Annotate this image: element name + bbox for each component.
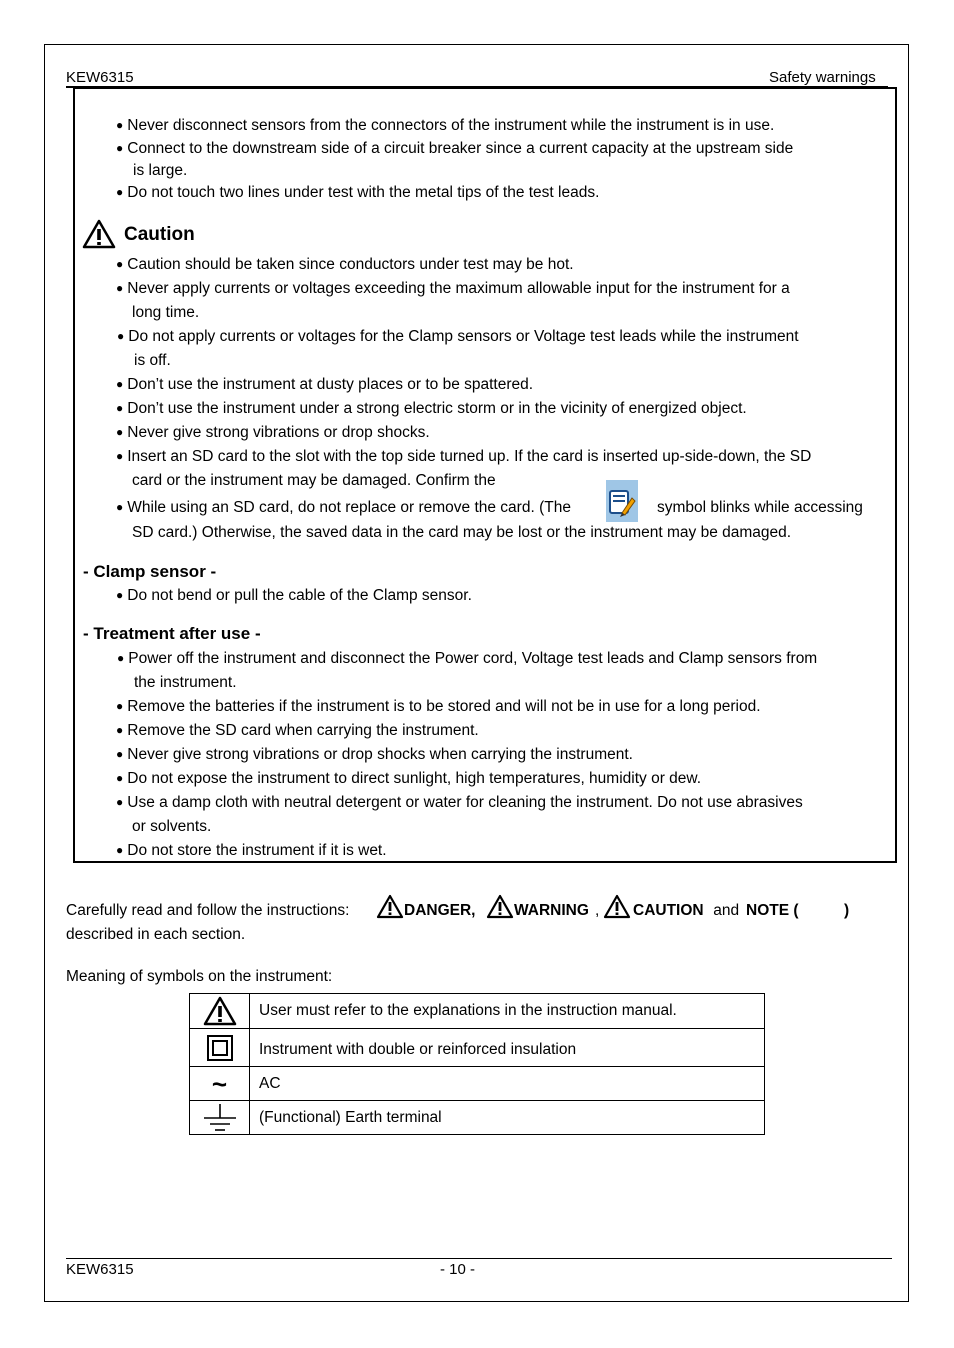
danger-label: DANGER, — [404, 902, 476, 919]
header-left: KEW6315 — [66, 69, 134, 86]
and-text: and — [709, 902, 744, 919]
ac-icon: ~ — [190, 1067, 250, 1101]
list-item: ● Do not apply currents or voltages for the Clamp sensors or Voltage test leads while the instrument — [117, 328, 799, 346]
list-item: ● Insert an SD card to the slot with the top side turned up. If the card is inserted up-side-down, the SD — [116, 448, 811, 466]
list-item-part: symbol blinks while accessing — [657, 499, 863, 516]
symbol-description: Instrument with double or reinforced insulation — [250, 1029, 765, 1067]
table-row — [190, 1029, 765, 1067]
earth-icon — [190, 1101, 250, 1135]
warning-label: WARNING — [514, 902, 589, 919]
list-item-cont: is large. — [133, 162, 188, 179]
list-item: ● Never apply currents or voltages exceeding the maximum allowable input for the instrument for a — [116, 280, 790, 298]
symbol-description: (Functional) Earth terminal — [250, 1101, 765, 1135]
list-item: ● Don’t use the instrument under a strong electric storm or in the vicinity of energized object. — [116, 400, 747, 418]
list-item: ● Power off the instrument and disconnect the Power cord, Voltage test leads and Clamp sensors from — [117, 650, 817, 668]
list-item: ● Caution should be taken since conductors under test may be hot. — [116, 256, 574, 274]
list-item-cont: card or the instrument may be damaged. Confirm the — [132, 472, 496, 489]
list-item-cont: the instrument. — [134, 674, 237, 691]
footer-rule — [66, 1258, 892, 1259]
list-item: ● While using an SD card, do not replace or remove the card. (The — [116, 499, 571, 517]
list-item: ● Remove the SD card when carrying the instrument. — [116, 722, 479, 740]
table-row — [190, 994, 765, 1029]
list-item: ● Do not touch two lines under test with the metal tips of the test leads. — [116, 184, 599, 202]
danger-triangle-icon — [376, 894, 404, 919]
caution-triangle-icon — [603, 894, 631, 919]
list-item: ● Never disconnect sensors from the connectors of the instrument while the instrument is in use. — [116, 117, 774, 135]
footer-left: KEW6315 — [66, 1261, 134, 1278]
caution-label: CAUTION — [633, 902, 704, 919]
warning-triangle-icon — [486, 894, 514, 919]
instructions-line2: described in each section. — [66, 926, 246, 943]
comma: , — [595, 902, 600, 919]
symbols-title: Meaning of symbols on the instrument: — [66, 968, 333, 985]
list-item: ● Never give strong vibrations or drop shocks. — [116, 424, 430, 442]
note-close: ) — [844, 902, 850, 919]
page-number: - 10 - — [440, 1261, 476, 1278]
table-row — [190, 1067, 765, 1101]
treatment-title: - Treatment after use - — [83, 624, 261, 643]
clamp-sensor-title: - Clamp sensor - — [83, 562, 217, 581]
list-item-cont: is off. — [134, 352, 171, 369]
header-right: Safety warnings — [769, 69, 876, 86]
list-item: ● Remove the batteries if the instrument is to be stored and will not be in use for a long period. — [116, 698, 761, 716]
instructions-prefix: Carefully read and follow the instructions: — [66, 902, 350, 919]
list-item: ● Don’t use the instrument at dusty places or to be spattered. — [116, 376, 533, 394]
list-item-cont: or solvents. — [132, 818, 212, 835]
list-item: ● Use a damp cloth with neutral detergent or water for cleaning the instrument. Do not use abrasives — [116, 794, 803, 812]
note-label: NOTE ( — [746, 902, 799, 919]
symbol-description: User must refer to the explanations in the instruction manual. — [250, 994, 765, 1029]
symbol-description: AC — [250, 1067, 765, 1101]
warning-triangle-icon — [82, 219, 116, 249]
double-insulation-icon — [190, 1029, 250, 1067]
table-row — [190, 1101, 765, 1135]
list-item: ● Do not bend or pull the cable of the Clamp sensor. — [116, 587, 472, 605]
caution-title: Caution — [124, 224, 195, 245]
symbols-table — [189, 993, 765, 1135]
list-item: ● Do not expose the instrument to direct sunlight, high temperatures, humidity or dew. — [116, 770, 701, 788]
list-item: ● Never give strong vibrations or drop shocks when carrying the instrument. — [116, 746, 633, 764]
list-item: ● Connect to the downstream side of a circuit breaker since a current capacity at the upstream side — [116, 140, 793, 158]
sd-card-access-icon — [606, 480, 638, 522]
list-item: ● Do not store the instrument if it is wet. — [116, 842, 387, 860]
list-item-cont: long time. — [132, 304, 200, 321]
list-item-cont: SD card.) Otherwise, the saved data in the card may be lost or the instrument may be damaged. — [132, 524, 792, 541]
warning-triangle-icon — [190, 994, 250, 1029]
